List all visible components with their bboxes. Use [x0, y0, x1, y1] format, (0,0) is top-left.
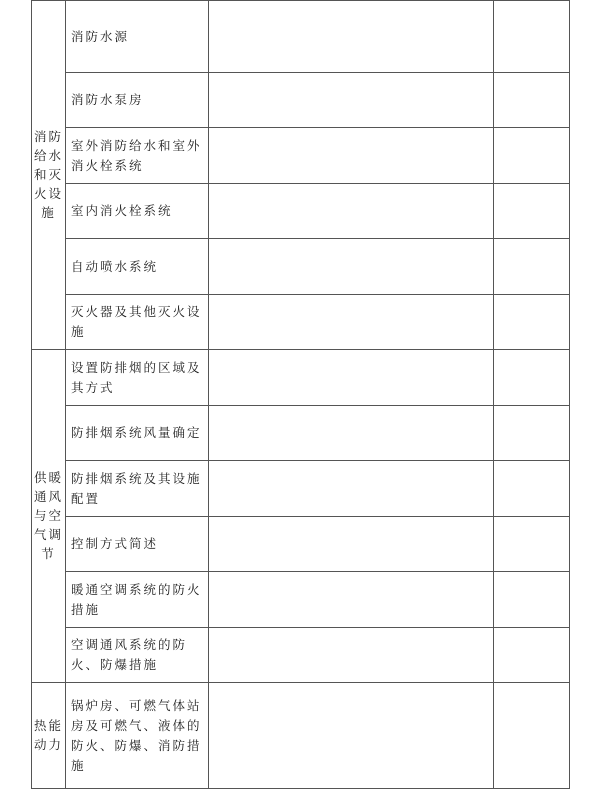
note-cell[interactable] — [494, 295, 570, 350]
item-label: 暖通空调系统的防火措施 — [71, 581, 202, 617]
item-label: 控制方式简述 — [71, 536, 159, 551]
item-label: 设置防排烟的区域及其方式 — [71, 359, 202, 395]
table-row — [32, 239, 570, 295]
category-label: 供暖通风与空气调节 — [33, 470, 63, 561]
item-label: 空调通风系统的防火、防爆措施 — [71, 637, 188, 672]
table-row — [32, 683, 570, 789]
category-label: 热能动力 — [33, 718, 63, 752]
item-label: 防排烟系统及其设施配置 — [71, 470, 202, 506]
content-cell[interactable] — [209, 572, 494, 628]
table-row — [32, 628, 570, 683]
note-cell[interactable] — [494, 128, 570, 184]
content-cell[interactable] — [209, 461, 494, 517]
category-label: 消防给水和灭火设施 — [33, 129, 63, 220]
note-cell[interactable] — [494, 406, 570, 461]
category-cell — [32, 350, 66, 683]
content-cell[interactable] — [209, 73, 494, 128]
category-cell — [32, 1, 66, 350]
item-cell — [66, 295, 209, 350]
item-label: 灭火器及其他灭火设施 — [71, 304, 202, 339]
item-cell — [66, 517, 209, 572]
note-cell[interactable] — [494, 73, 570, 128]
item-cell — [66, 406, 209, 461]
note-cell[interactable] — [494, 1, 570, 73]
item-label: 消防水源 — [71, 28, 130, 44]
note-cell[interactable] — [494, 239, 570, 295]
content-cell[interactable] — [209, 517, 494, 572]
item-cell — [66, 572, 209, 628]
content-cell[interactable] — [209, 1, 494, 73]
item-label: 自动喷水系统 — [71, 258, 159, 274]
item-cell — [66, 350, 209, 406]
item-cell — [66, 1, 209, 73]
content-cell[interactable] — [209, 683, 494, 789]
content-cell[interactable] — [209, 184, 494, 239]
category-cell — [32, 683, 66, 789]
table-row — [32, 1, 570, 73]
item-label: 消防水泵房 — [71, 92, 144, 107]
item-cell — [66, 184, 209, 239]
note-cell[interactable] — [494, 628, 570, 683]
content-cell[interactable] — [209, 628, 494, 683]
item-cell — [66, 239, 209, 295]
content-cell[interactable] — [209, 406, 494, 461]
content-cell[interactable] — [209, 295, 494, 350]
content-cell[interactable] — [209, 350, 494, 406]
item-label: 室内消火栓系统 — [71, 203, 173, 218]
note-cell[interactable] — [494, 461, 570, 517]
item-cell — [66, 683, 209, 789]
item-label: 室外消防给水和室外消火栓系统 — [71, 137, 202, 173]
table-row — [32, 295, 570, 350]
item-cell — [66, 628, 209, 683]
note-cell[interactable] — [494, 350, 570, 406]
note-cell[interactable] — [494, 517, 570, 572]
content-cell[interactable] — [209, 128, 494, 184]
table-row — [32, 350, 570, 406]
table-row — [32, 517, 570, 572]
table-row — [32, 128, 570, 184]
table-row — [32, 184, 570, 239]
item-cell — [66, 128, 209, 184]
table-row — [32, 461, 570, 517]
table-row — [32, 406, 570, 461]
note-cell[interactable] — [494, 572, 570, 628]
fire-safety-form-table — [31, 0, 570, 789]
item-label: 锅炉房、可燃气体站房及可燃气、液体的防火、防爆、消防措施 — [71, 697, 202, 773]
item-cell — [66, 461, 209, 517]
note-cell[interactable] — [494, 184, 570, 239]
table-row — [32, 73, 570, 128]
item-cell — [66, 73, 209, 128]
table-row — [32, 572, 570, 628]
note-cell[interactable] — [494, 683, 570, 789]
item-label: 防排烟系统风量确定 — [71, 425, 202, 440]
content-cell[interactable] — [209, 239, 494, 295]
